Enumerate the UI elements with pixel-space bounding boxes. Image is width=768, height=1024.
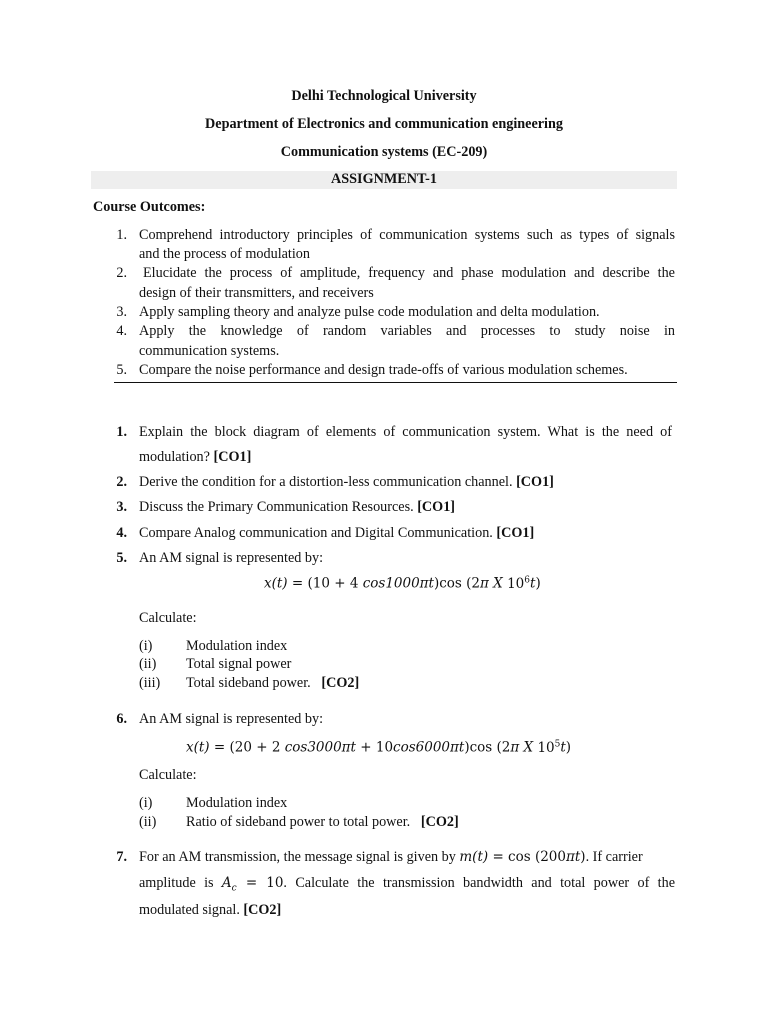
subpart-line: [186, 814, 459, 831]
question-text: An AM signal is represented by:: [139, 711, 324, 727]
assignment-title: ASSIGNMENT-1: [331, 171, 437, 187]
subpart-text: Total sideband power.: [186, 675, 311, 691]
question-text: An AM signal is represented by:: [139, 550, 324, 566]
outcome-number: 5.: [116, 362, 127, 378]
question-text-cont: [139, 449, 251, 466]
outcome-number: 1.: [116, 227, 127, 243]
am-signal-equation-2: x(t) = (20 + 2 cos3000πt + 10cos6000πt)cos (2π X $10^5t$): [186, 739, 572, 756]
question-text: modulation?: [139, 449, 210, 465]
question-text: . If carrier: [585, 849, 643, 865]
subpart-number: (i): [139, 795, 153, 811]
question-text: amplitude is: [139, 875, 214, 891]
outcome-text: design of their transmitters, and receivers: [139, 285, 374, 301]
subpart-text: Ratio of sideband power to total power.: [186, 814, 411, 830]
co-tag: [CO2]: [321, 675, 360, 691]
subpart-number: (ii): [139, 814, 157, 830]
outcome-text: Apply sampling theory and analyze pulse code modulation and delta modulation.: [139, 304, 600, 320]
question-text: Explain the block diagram of elements of communication system. What is the need of: [139, 424, 672, 440]
department-name: Department of Electronics and communication engineering: [205, 116, 563, 132]
question-7-line-1: [139, 849, 675, 866]
university-name: Delhi Technological University: [291, 88, 477, 104]
section-divider: [114, 382, 677, 383]
calculate-label: Calculate:: [139, 767, 197, 783]
question-number: 4.: [116, 525, 127, 541]
outcome-text: Comprehend introductory principles of communication systems such as types of signals: [139, 227, 675, 243]
question-text: Discuss the Primary Communication Resources.: [139, 499, 414, 515]
question-text: Compare Analog communication and Digital Communication.: [139, 525, 493, 541]
co-tag: [CO1]: [417, 499, 456, 515]
co-tag: [CO1]: [213, 449, 252, 465]
outcome-number: 4.: [116, 323, 127, 339]
question-number: 6.: [116, 711, 127, 727]
am-signal-equation-1: x(t) = (10 + 4 cos1000πt)cos (2π X $10^6t$): [264, 575, 541, 592]
outcome-text: communication systems.: [139, 343, 280, 359]
co-tag: [CO1]: [496, 525, 535, 541]
calculate-label: Calculate:: [139, 610, 197, 626]
message-signal-expression: m(t) = cos (200πt): [459, 849, 586, 865]
question-7-line-2: [139, 875, 675, 894]
question-7-line-3: [139, 902, 281, 919]
outcome-number: 2.: [116, 265, 127, 281]
question-text: . Calculate the transmission bandwidth and total power of the: [283, 875, 676, 891]
question-number: 1.: [116, 424, 127, 440]
question-text: Derive the condition for a distortion-less communication channel.: [139, 474, 513, 490]
course-title: Communication systems (EC-209): [280, 144, 488, 160]
question-number: 7.: [116, 849, 127, 865]
subpart-number: (iii): [139, 675, 161, 691]
outcome-text: and the process of modulation: [139, 246, 310, 262]
co-tag: [CO2]: [420, 814, 459, 830]
outcome-text: Apply the knowledge of random variables and processes to study noise in: [139, 323, 675, 339]
subpart-number: (ii): [139, 656, 157, 672]
question-number: 5.: [116, 550, 127, 566]
question-number: 3.: [116, 499, 127, 515]
subpart-number: (i): [139, 638, 153, 654]
subpart-text: Total signal power: [186, 656, 292, 672]
co-tag: [CO1]: [516, 474, 554, 490]
question-text: For an AM transmission, the message signal is given by: [139, 849, 456, 865]
subpart-line: [186, 675, 359, 692]
question-line: [139, 474, 554, 491]
outcome-text: Elucidate the process of amplitude, frequency and phase modulation and describe the: [143, 265, 675, 281]
course-outcomes-heading: Course Outcomes:: [93, 199, 206, 215]
outcome-number: 3.: [116, 304, 127, 320]
question-text: modulated signal.: [139, 902, 240, 918]
question-line: [139, 525, 534, 542]
outcome-text: Compare the noise performance and design trade-offs of various modulation schemes.: [139, 362, 628, 378]
co-tag: [CO2]: [243, 902, 282, 918]
subpart-text: Modulation index: [186, 795, 288, 811]
carrier-amplitude-expression: $A_c = 10$: [221, 875, 284, 894]
question-line: [139, 499, 455, 516]
subpart-text: Modulation index: [186, 638, 288, 654]
question-number: 2.: [116, 474, 127, 490]
